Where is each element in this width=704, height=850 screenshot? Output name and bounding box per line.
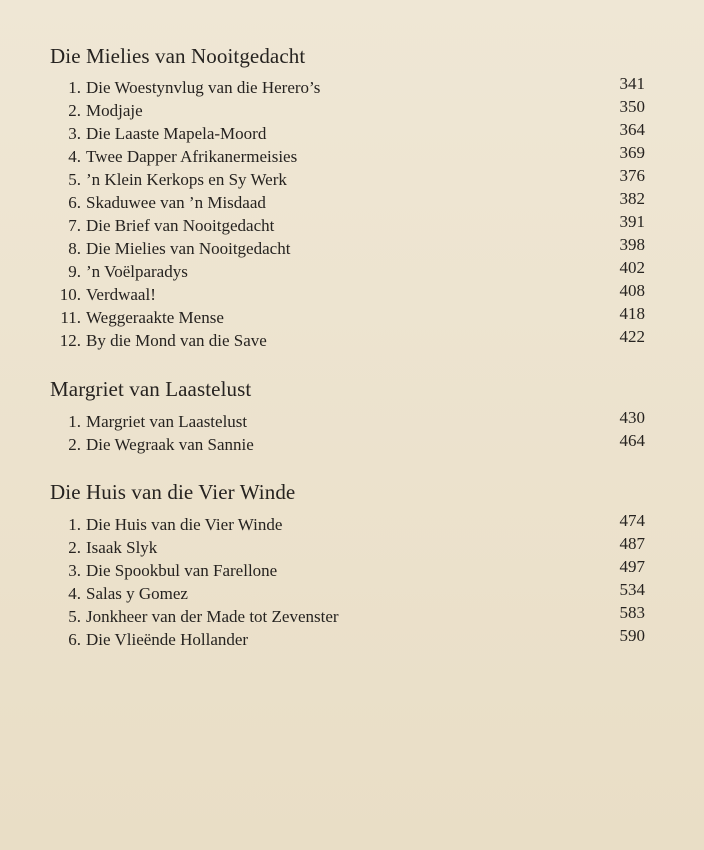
entry-title: Isaak Slyk — [86, 538, 158, 557]
toc-entry — [49, 306, 645, 329]
entry-page-number: 364 — [619, 120, 645, 139]
toc-entry — [49, 329, 645, 352]
entry-number: 11. — [60, 308, 81, 327]
entry-title: Weggeraakte Mense — [86, 308, 224, 327]
entry-page-number: 430 — [619, 408, 645, 427]
toc-section — [49, 480, 645, 651]
entry-title: Die Vlieënde Hollander — [86, 630, 249, 649]
entry-page-number: 341 — [619, 74, 645, 93]
entry-number: 4. — [68, 147, 81, 166]
entry-title: Twee Dapper Afrikanermeisies — [86, 147, 298, 166]
entry-title: Die Brief van Nooitgedacht — [86, 216, 275, 235]
entry-number: 4. — [68, 584, 81, 603]
toc-entry — [49, 605, 645, 628]
entry-title: ’n Klein Kerkops en Sy Werk — [86, 170, 287, 189]
entry-title: Jonkheer van der Made tot Zevenster — [86, 607, 339, 626]
entry-page-number: 474 — [619, 511, 645, 530]
toc-entry — [49, 145, 645, 168]
toc-entry — [49, 513, 645, 536]
entry-page-number: 408 — [619, 281, 645, 300]
entry-title: ’n Voëlparadys — [86, 262, 188, 281]
entry-number: 3. — [68, 124, 81, 143]
entry-page-number: 590 — [619, 626, 645, 645]
entry-number: 10. — [59, 285, 81, 304]
entry-page-number: 583 — [619, 603, 645, 622]
entry-title: Salas y Gomez — [86, 584, 188, 603]
toc-entry — [49, 536, 645, 559]
entry-page-number: 422 — [619, 327, 645, 346]
entry-number: 1. — [68, 515, 81, 534]
entry-number: 2. — [68, 101, 81, 120]
entry-number: 6. — [68, 630, 81, 649]
toc-entry — [49, 410, 645, 433]
entry-title: Die Wegraak van Sannie — [86, 435, 254, 454]
entry-page-number: 382 — [619, 189, 645, 208]
entry-page-number: 464 — [619, 431, 645, 450]
entry-page-number: 398 — [619, 235, 645, 254]
entry-page-number: 376 — [619, 166, 645, 185]
toc-list — [49, 513, 645, 651]
entry-title: Die Huis van die Vier Winde — [86, 515, 283, 534]
toc-list — [49, 410, 645, 456]
toc-entry — [49, 168, 645, 191]
entry-number: 8. — [68, 239, 81, 258]
toc-entry — [49, 559, 645, 582]
toc-entry — [49, 214, 645, 237]
toc-entry — [49, 76, 645, 99]
entry-title: Skaduwee van ’n Misdaad — [86, 193, 266, 212]
entry-title: By die Mond van die Save — [86, 331, 267, 350]
toc-entry — [49, 191, 645, 214]
toc-entry — [49, 99, 645, 122]
toc-entry — [49, 260, 645, 283]
entry-number: 5. — [68, 170, 81, 189]
toc-entry — [49, 122, 645, 145]
toc-list — [49, 76, 645, 352]
entry-number: 7. — [68, 216, 81, 235]
toc-entry — [49, 283, 645, 306]
entry-title: Modjaje — [86, 101, 143, 120]
toc-entry — [49, 582, 645, 605]
section-title: Die Huis van die Vier Winde — [50, 480, 296, 504]
entry-number: 9. — [68, 262, 81, 281]
toc-section — [49, 377, 645, 456]
entry-title: Die Woestynvlug van die Herero’s — [86, 78, 321, 97]
entry-page-number: 418 — [619, 304, 645, 323]
toc-section — [49, 44, 645, 352]
toc-entry — [49, 433, 645, 456]
entry-number: 6. — [68, 193, 81, 212]
entry-number: 1. — [68, 78, 81, 97]
toc-entry — [49, 237, 645, 260]
entry-page-number: 369 — [619, 143, 645, 162]
entry-number: 2. — [68, 538, 81, 557]
entry-title: Die Laaste Mapela-Moord — [86, 124, 267, 143]
entry-page-number: 534 — [619, 580, 645, 599]
entry-page-number: 350 — [619, 97, 645, 116]
entry-number: 12. — [59, 331, 81, 350]
entry-title: Margriet van Laastelust — [86, 412, 248, 431]
entry-page-number: 391 — [619, 212, 645, 231]
entry-title: Verdwaal! — [86, 285, 156, 304]
entry-page-number: 497 — [619, 557, 645, 576]
section-title: Die Mielies van Nooitgedacht — [50, 44, 306, 68]
section-title: Margriet van Laastelust — [50, 377, 252, 401]
entry-title: Die Mielies van Nooitgedacht — [86, 239, 291, 258]
entry-page-number: 402 — [619, 258, 645, 277]
toc-entry — [49, 628, 645, 651]
entry-number: 1. — [68, 412, 81, 431]
entry-number: 2. — [68, 435, 81, 454]
entry-number: 5. — [68, 607, 81, 626]
entry-title: Die Spookbul van Farellone — [86, 561, 278, 580]
entry-number: 3. — [68, 561, 81, 580]
entry-page-number: 487 — [619, 534, 645, 553]
